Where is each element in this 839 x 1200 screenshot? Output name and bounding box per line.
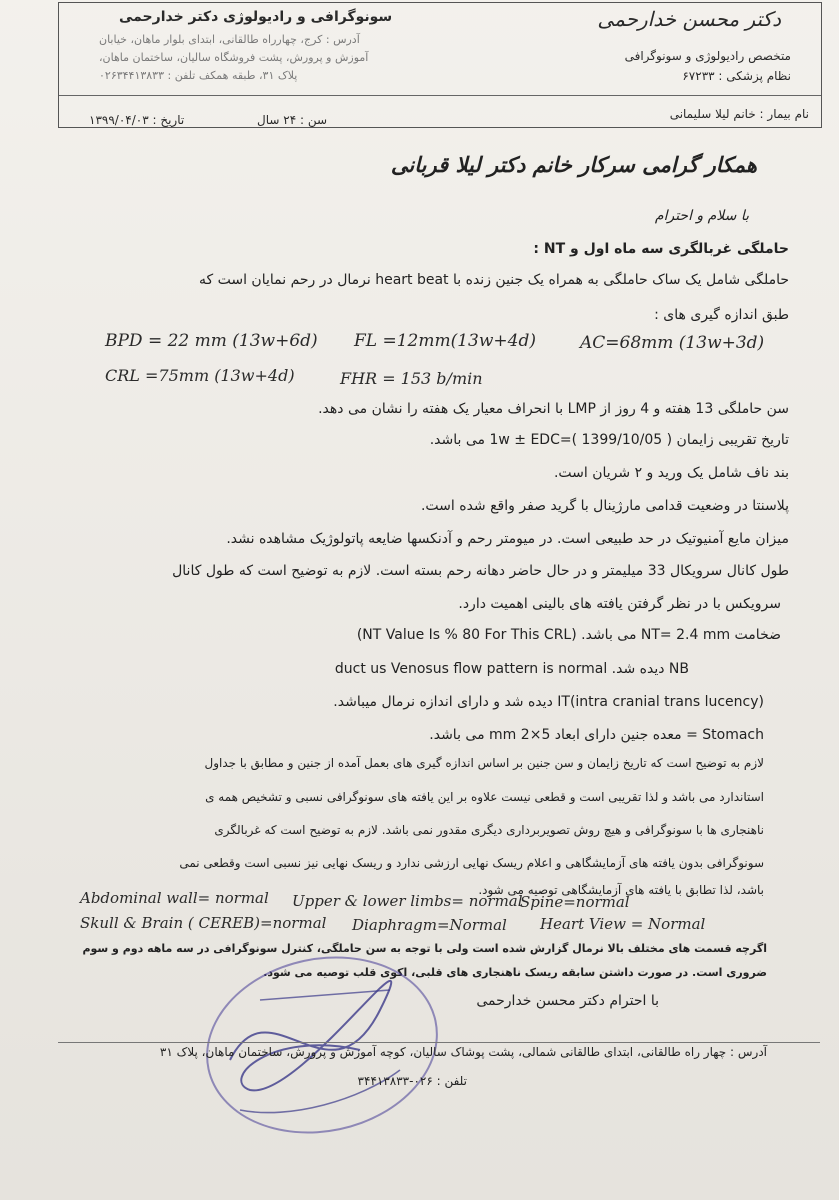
note-line-2: استاندارد می باشد و لذا تقریبی است و قطعی نیست علاوه بر این یافته های سونوگرافی نسبی و تشخیص همه ی [205, 790, 764, 804]
finding-nasal-bone: NB دیده شد. duct us Venosus flow pattern is normal [334, 661, 689, 677]
anatomy-diaphragm: Diaphragm=Normal [352, 916, 507, 934]
anatomy-limbs: Upper & lower limbs= normal [292, 892, 523, 910]
doctor-specialty: متخصص رادیولوژی و سونوگرافی [624, 49, 791, 63]
note-line-1: لازم به توضیح است که تاریخ زایمان و سن جنین بر اساس اندازه گیری های بعمل آمده از جنین و مطابق با جداول [204, 756, 764, 770]
footer-divider [58, 1042, 820, 1043]
finding-placenta: پلاسنتا در وضعیت قدامی مارژینال با گرید صفر واقع شده است. [420, 498, 789, 514]
report-date: تاریخ : ۱۳۹۹/۰۴/۰۳ [89, 113, 185, 127]
finding-edc: تاریخ تقریبی زایمان 1w ± EDC=( 1399/10/05 ) می باشد. [429, 432, 789, 448]
finding-it: IT(intra cranial trans lucency) دیده شد و دارای اندازه نرمال میباشد. [333, 694, 764, 710]
finding-nt: ضخامت NT= 2.4 mm می باشد. (NT Value Is % 80 For This CRL) [356, 627, 781, 643]
final-note-line-2: ضروری است. در صورت داشتن سابقه ریسک ناهنجاری های قلبی، اکوی قلب توصیه می شود. [263, 966, 767, 979]
note-line-5: باشد، لذا تطابق با یافته های آزمایشگاهی توصیه می شود. [478, 883, 764, 897]
exam-title: حاملگی غربالگری سه ماه اول و NT : [533, 241, 789, 257]
anatomy-skull-brain: Skull & Brain ( CEREB)=normal [80, 914, 327, 932]
closing-signature-line: با احترام دکتر محسن خدارحمی [476, 993, 659, 1009]
clinic-address-line-2: آموزش و پرورش، پشت فروشگاه سالیان، ساختمان ماهان، [99, 51, 369, 64]
measurement-fl: FL =12mm(13w+4d) [354, 331, 536, 351]
footer-phone: تلفن : ۰۲۶-۳۴۴۱۳۸۳۳ [357, 1074, 467, 1088]
greeting: با سلام و احترام [654, 208, 749, 224]
clinic-address-line-3: پلاک ۳۱، طبقه همکف تلفن : ۰۲۶۳۴۴۱۳۸۳۳ [99, 69, 298, 82]
finding-stomach: Stomach = معده جنین دارای ابعاد 5×2 mm می باشد. [429, 727, 764, 743]
letterhead [58, 2, 822, 128]
footer-address: آدرس : چهار راه طالقانی، ابتدای طالقانی شمالی، پشت پوشاک سالیان، کوچه آموزش و پرورش، ساختمان ماهان، پلاک ۳۱ [159, 1045, 767, 1059]
finding-gestational-age: سن حاملگی 13 هفته و 4 روز از LMP با انحراف معیار یک هفته را نشان می دهد. [318, 401, 789, 417]
finding-umbilical-cord: بند ناف شامل یک ورید و ۲ شریان است. [553, 465, 789, 481]
anatomy-spine: Spine=normal [520, 893, 630, 911]
pregnancy-line-1: حاملگی شامل یک ساک حاملگی به همراه یک جنین زنده با heart beat نرمال در رحم نمایان است که [198, 272, 789, 288]
finding-cervical-length: طول کانال سرویکال 33 میلیمتر و در حال حاضر دهانه رحم بسته است. لازم به توضیح است که طول کانال [172, 563, 789, 579]
patient-age: سن : ۲۴ سال [257, 113, 328, 127]
finding-amniotic-fluid: میزان مایع آمنیوتیک در حد طبیعی است. در میومتر رحم و آدنکسها ضایعه پاتولوژیک مشاهده نشد. [226, 531, 789, 547]
measurement-ac: AC=68mm (13w+3d) [580, 333, 765, 353]
note-line-3: ناهنجاری ها با سونوگرافی و هیچ روش تصویربرداری دیگری مقدور نمی باشد. لازم به توضیح است که غربالگری [214, 823, 764, 837]
doctor-name: دکتر محسن خدارحمی [597, 7, 781, 31]
clinic-address-line-1: آدرس : کرج، چهارراه طالقانی، ابتدای بلوار ماهان، خیابان [99, 33, 360, 46]
medical-council-code: نظام پزشکی : ۶۷۲۳۳ [682, 69, 791, 83]
note-line-4: سونوگرافی بدون یافته های آزمایشگاهی و اعلام ریسک نهایی ارزشی ندارد و ریسک نهایی نیز نسبی است وقطعی نمی [179, 856, 764, 870]
finding-cervix-note: سرویکس با در نظر گرفتن یافته های بالینی اهمیت دارد. [458, 596, 781, 612]
measurement-crl: CRL =75mm (13w+4d) [105, 366, 295, 385]
pregnancy-line-2: طبق اندازه گیری های : [654, 307, 789, 323]
patient-name: نام بیمار : خانم لیلا سلیمانی [669, 107, 809, 121]
measurement-bpd: BPD = 22 mm (13w+6d) [105, 331, 318, 351]
anatomy-heart-view: Heart View = Normal [540, 915, 706, 933]
final-note-line-1: اگرچه قسمت های مختلف بالا نرمال گزارش شده است ولی با توجه به سن حاملگی، کنترل سونوگرافی در سه ماهه دوم و سوم [82, 942, 767, 955]
anatomy-abdominal-wall: Abdominal wall= normal [80, 889, 269, 907]
clinic-title: سونوگرافی و رادیولوژی دکتر خدارحمی [119, 9, 393, 25]
header-divider [59, 95, 821, 96]
measurement-fhr: FHR = 153 b/min [340, 369, 483, 388]
salutation: همکار گرامی سرکار خانم دکتر لیلا قربانی [390, 152, 757, 177]
